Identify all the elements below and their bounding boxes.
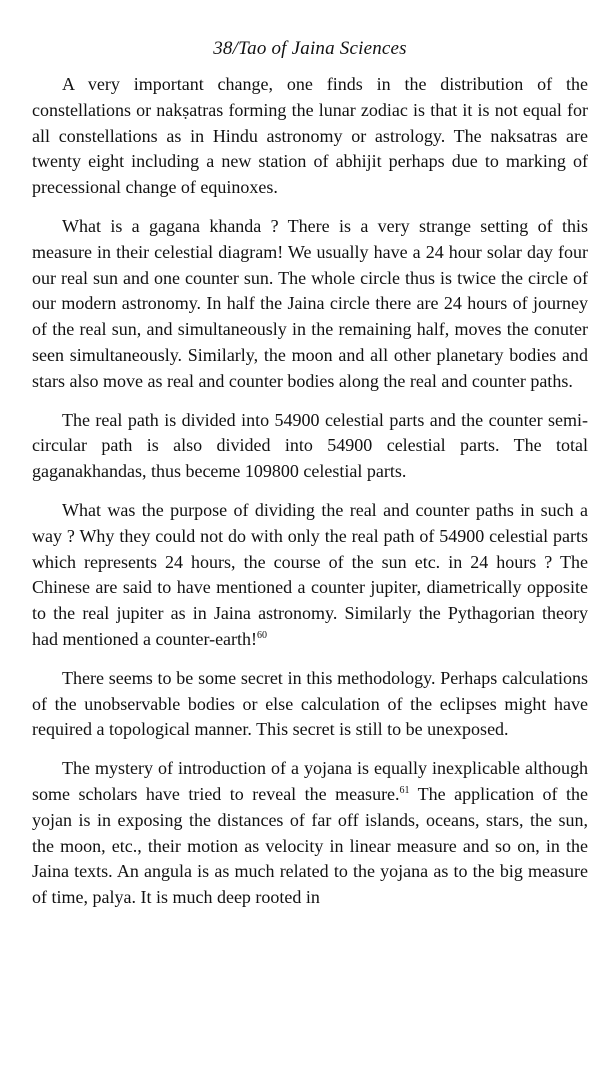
page-number: 38 <box>213 38 233 59</box>
running-header <box>32 38 588 60</box>
paragraph-text: There seems to be some secret in this methodology. Perhaps calculations of the unobservable bodies or else calculation of the eclipses might have required a topological manner. This secret is still to be unexposed. <box>32 667 588 740</box>
paragraph-text: The mystery of introduction of a yojana is equally inexplicable although some scholars have tried to reveal the measure. <box>32 758 588 804</box>
paragraph-yojana <box>32 756 588 911</box>
paragraph-text-continued: The application of the yojan is in exposing the distances of far off islands, oceans, stars, the sun, the moon, etc., their motion as velocity in linear measure and so on, in the Jaina texts. An angula is as much related to the yojana as to the big measure of time, palya. It is much deep rooted in <box>32 783 588 908</box>
paragraph-text: The real path is divided into 54900 celestial parts and the counter semi-circular path is also divided into 54900 celestial parts. The total gaganakhandas, thus beceme 109800 celestial parts. <box>32 409 588 482</box>
paragraph-nakshatras <box>32 72 588 201</box>
footnote-ref-60: 60 <box>257 629 268 641</box>
paragraph-text: What is a gagana khanda ? There is a very strange setting of this measure in their celestial diagram! We usually have a 24 hour solar day four our real sun and one counter sun. The whole circle thus is twice the circle of our modern astronomy. In half the Jaina circle there are 24 hours of journey of the real sun, and simultaneously in the remaining half, moves the conuter seen simultaneously. Similarly, the moon and all other planetary bodies and stars also move as real and counter bodies along the real and counter paths. <box>32 215 588 391</box>
paragraph-secret <box>32 666 588 743</box>
paragraph-text: A very important change, one finds in the distribution of the constellations or nakṣatras forming the lunar zodiac is that it is not equal for all constellations as in Hindu astronomy or astrology. The naksatras are twenty eight including a new station of abhijit perhaps due to marking of precessional change of equinoxes. <box>32 74 588 198</box>
paragraph-gagana-khanda <box>32 214 588 395</box>
paragraph-counter-paths <box>32 498 588 653</box>
paragraph-celestial-parts <box>32 408 588 485</box>
book-title: Tao of Jaina Sciences <box>238 38 407 59</box>
paragraph-text: What was the purpose of dividing the real and counter paths in such a way ? Why they could not do with only the real path of 54900 celestial parts which represents 24 hours, the course of the sun etc. in 24 hours ? The Chinese are said to have mentioned a counter jupiter, diametrically opposite to the real jupiter as in Jaina astronomy. Similarly the Pythagorian theory had mentioned a counter-earth! <box>32 499 588 649</box>
header-separator: / <box>232 38 239 59</box>
footnote-ref-61: 61 <box>399 784 410 796</box>
